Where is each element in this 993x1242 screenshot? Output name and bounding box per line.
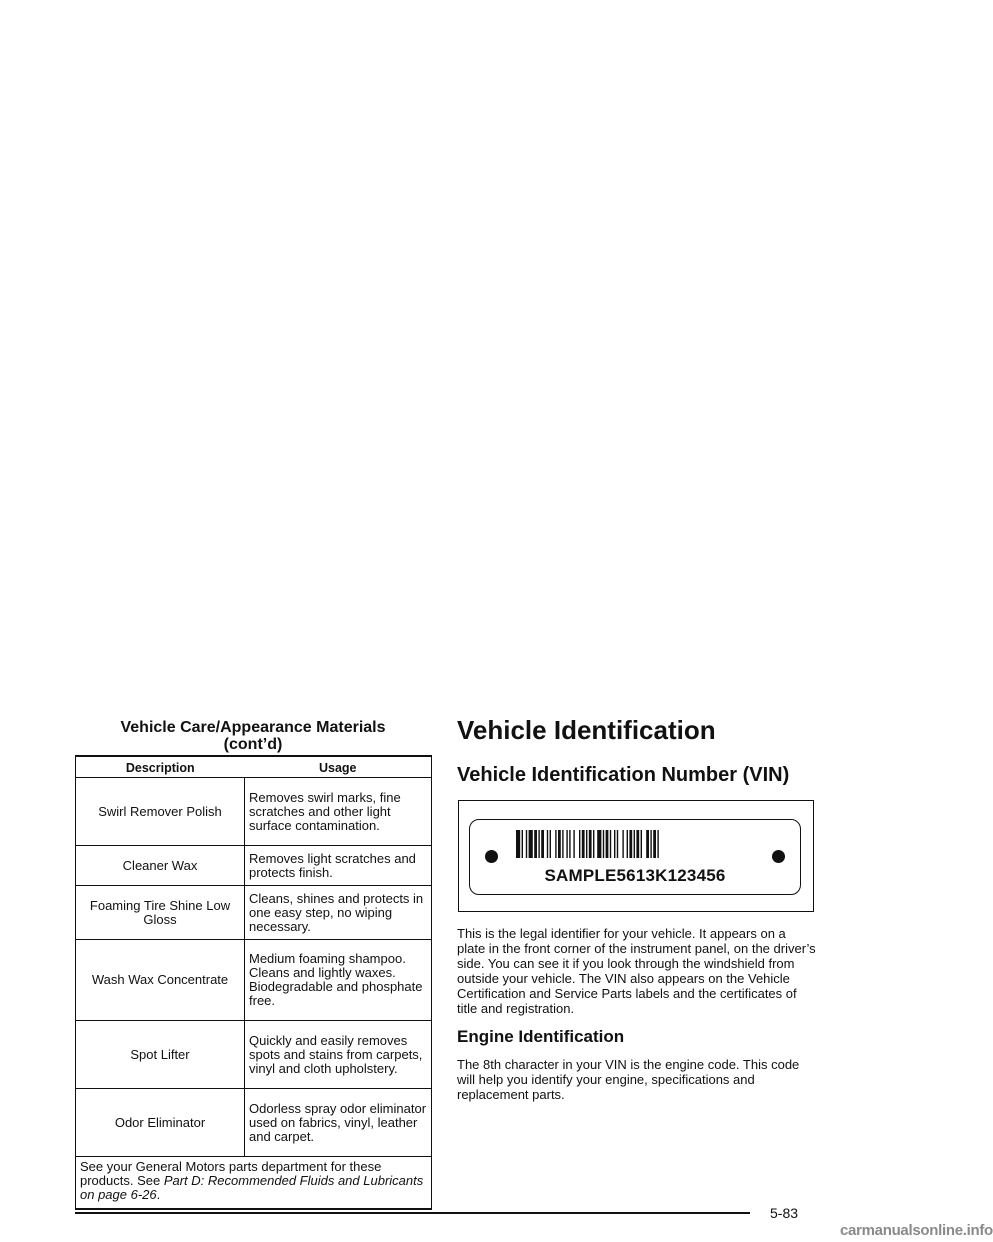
row-usage: Odorless spray odor eliminator used on fabrics, vinyl, leather and carpet. xyxy=(245,1089,432,1157)
row-description: Foaming Tire Shine Low Gloss xyxy=(76,886,245,940)
engine-heading: Engine Identification xyxy=(457,1027,625,1046)
table-row xyxy=(76,1021,432,1089)
row-description: Wash Wax Concentrate xyxy=(76,940,245,1021)
barcode-icon xyxy=(516,830,752,858)
table-title-line2: (cont’d) xyxy=(223,736,283,753)
table-header-row xyxy=(76,756,432,778)
page-number: 5-83 xyxy=(770,1205,799,1221)
table-row xyxy=(76,886,432,940)
table-row xyxy=(76,940,432,1021)
vin-plate xyxy=(469,819,801,895)
row-description: Swirl Remover Polish xyxy=(76,778,245,846)
row-description: Cleaner Wax xyxy=(76,846,245,886)
vin-sample-text: SAMPLE5613K123456 xyxy=(544,866,726,885)
vin-heading: Vehicle Identification Number (VIN) xyxy=(457,764,790,786)
table-title-line1: Vehicle Care/Appearance Materials xyxy=(120,719,386,736)
row-description: Odor Eliminator xyxy=(76,1089,245,1157)
row-usage: Removes swirl marks, fine scratches and other light surface contamination. xyxy=(245,778,432,846)
row-usage: Removes light scratches and protects finish. xyxy=(245,846,432,886)
watermark: carmanualsonline.info xyxy=(840,1222,993,1239)
engine-paragraph: The 8th character in your VIN is the engine code. This code will help you identify your engine, specifications and replacement parts. xyxy=(457,1057,800,1102)
vin-illustration xyxy=(458,800,814,912)
header-description: Description xyxy=(76,756,245,778)
row-usage: Cleans, shines and protects in one easy step, no wiping necessary. xyxy=(245,886,432,940)
note-end: . xyxy=(156,1187,161,1202)
row-description: Spot Lifter xyxy=(76,1021,245,1089)
rivet-left-icon xyxy=(485,850,498,863)
table-note-row xyxy=(76,1157,432,1210)
row-usage: Medium foaming shampoo. Cleans and lightly waxes. Biodegradable and phosphate free. xyxy=(245,940,432,1021)
note-reference: Part D: Recommended Fluids and Lubricants on page 6-26 xyxy=(80,1173,424,1202)
table-note xyxy=(76,1157,432,1210)
footer-rule xyxy=(75,1212,750,1214)
table-row xyxy=(76,778,432,846)
note-text: See your General Motors parts department for these products. See xyxy=(80,1159,382,1188)
rivet-right-icon xyxy=(772,850,785,863)
header-usage: Usage xyxy=(245,756,432,778)
section-title: Vehicle Identification xyxy=(457,715,716,745)
table-row xyxy=(76,1089,432,1157)
row-usage: Quickly and easily removes spots and stains from carpets, vinyl and cloth upholstery. xyxy=(245,1021,432,1089)
care-materials-table xyxy=(75,755,432,1210)
table-row xyxy=(76,846,432,886)
vin-paragraph: This is the legal identifier for your vehicle. It appears on a plate in the front corner of the instrument panel, on the driver’s side. You can see it if you look through the windshield from outside your vehicle. The VIN also appears on the Vehicle Certification and Service Parts labels and the certificates of title and registration. xyxy=(457,926,816,1016)
table-title xyxy=(75,719,431,753)
